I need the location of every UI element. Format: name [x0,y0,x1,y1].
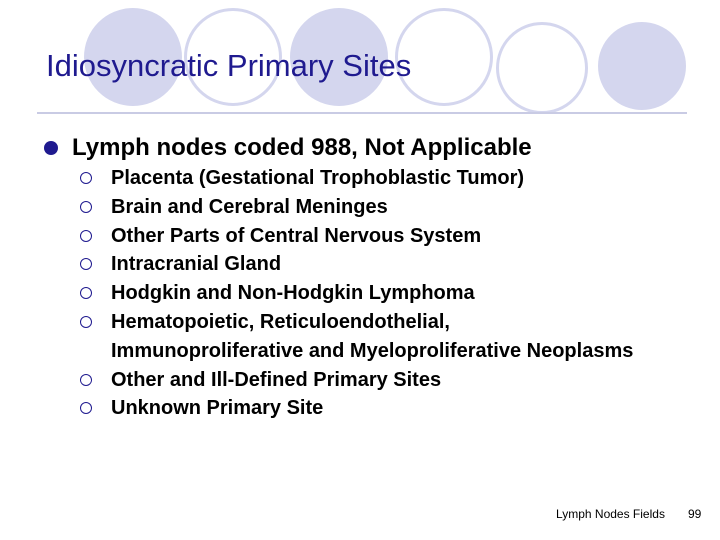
footer-text: Lymph Nodes Fields [556,507,665,521]
list-item [80,193,640,222]
list-item-text: Unknown Primary Site [111,397,324,420]
ring-bullet-icon [80,402,92,414]
list-item-text: Hodgkin and Non-Hodgkin Lymphoma [111,282,475,305]
ring-bullet-icon [80,230,92,242]
sub-bullet-list [80,164,640,423]
filled-bullet-icon [44,141,58,155]
ring-bullet-icon [80,316,92,328]
list-item [80,366,640,395]
list-item [80,279,640,308]
list-item-text: Intracranial Gland [111,253,282,276]
ring-bullet-icon [80,172,92,184]
list-item [80,308,640,366]
list-item [80,394,640,423]
title-divider [37,112,687,114]
main-bullet [44,134,532,162]
page-number: 99 [688,507,702,521]
list-item-text: Placenta (Gestational Trophoblastic Tumor) [111,167,525,189]
ring-bullet-icon [80,201,92,213]
list-item [80,164,640,193]
list-item [80,222,640,251]
decorative-ring [496,22,588,114]
ring-bullet-icon [80,258,92,270]
decorative-circle [598,22,686,110]
list-item [80,250,640,279]
slide-title: Idiosyncratic Primary Sites [46,48,412,83]
list-item-text: Other Parts of Central Nervous System [111,224,482,247]
main-bullet-text: Lymph nodes coded 988, Not Applicable [72,134,532,161]
list-item-text: Other and Ill-Defined Primary Sites [111,368,442,391]
ring-bullet-icon [80,374,92,386]
list-item-text: Brain and Cerebral Meninges [111,195,388,218]
list-item-text: Hematopoietic, Reticuloendothelial, Immunoproliferative and Myeloproliferative Neoplasms [111,310,634,362]
ring-bullet-icon [80,287,92,299]
